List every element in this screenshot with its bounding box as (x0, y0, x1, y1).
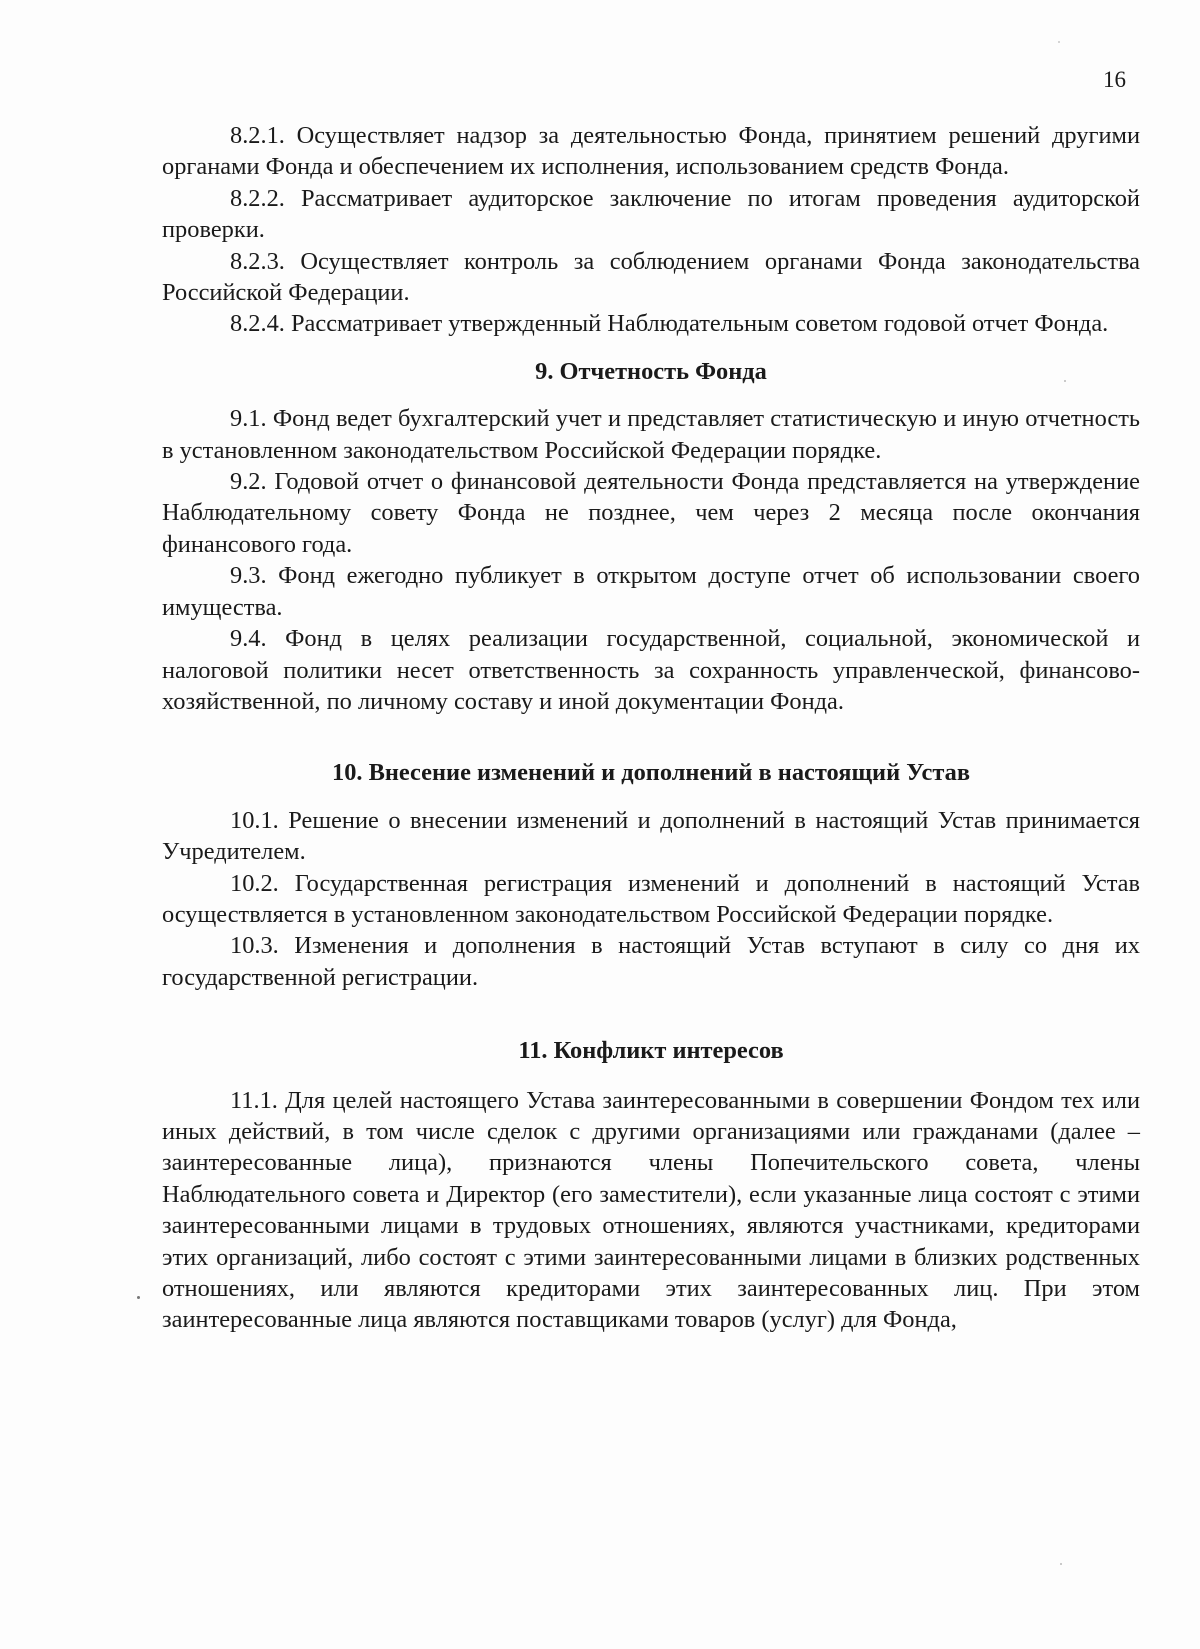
paragraph-8-2-2: 8.2.2. Рассматривает аудиторское заключение по итогам проведения аудиторской проверки. (162, 184, 1140, 244)
paragraph-8-2-3: 8.2.3. Осуществляет контроль за соблюдением органами Фонда законодательства Российской Федерации. (162, 247, 1140, 307)
paragraph-8-2-4: 8.2.4. Рассматривает утвержденный Наблюдательным советом годовой отчет Фонда. (230, 310, 1109, 338)
paragraph-10-2: 10.2. Государственная регистрация изменений и дополнений в настоящий Устав осуществляется в установленном законодательством Российской Федерации порядке. (162, 869, 1140, 928)
section-heading-11: 11. Конфликт интересов (518, 1037, 784, 1065)
scan-speck (1064, 380, 1066, 382)
scan-speck (137, 1296, 140, 1299)
paragraph-10-1: 10.1. Решение о внесении изменений и дополнений в настоящий Устав принимается Учредителем. (162, 806, 1140, 866)
document-body (162, 120, 1140, 1336)
scan-speck (1060, 1563, 1062, 1565)
paragraph-9-2: 9.2. Годовой отчет о финансовой деятельности Фонда представляется на утверждение Наблюдательному совету Фонда не позднее, чем через 2 месяца после окончания финансового года. (162, 468, 1140, 558)
scan-speck (1058, 41, 1060, 43)
page-number: 16 (1103, 67, 1126, 92)
paragraph-11-1: 11.1. Для целей настоящего Устава заинтересованными в совершении Фондом тех или иных действий, в том числе сделок с другими организациями или гражданами (далее – заинтересованные лица), признаются члены Попечительского совета, члены Наблюдательного совета и Директор (его заместители), если указанные лица состоят с этими заинтересованными лицами в трудовых отношениях, являются участниками, кредиторами этих организаций, либо состоят с этими заинтересованными лицами в близких родственных отношениях, или являются кредиторами этих заинтересованных лиц. При этом заинтересованные лица являются поставщиками товаров (услуг) для Фонда, (162, 1086, 1140, 1334)
paragraph-9-4: 9.4. Фонд в целях реализации государственной, социальной, экономической и налоговой политики несет ответственность за сохранность управленческой, финансово-хозяйственной, по личному составу и иной документации Фонда. (162, 625, 1140, 715)
section-heading-9: 9. Отчетность Фонда (535, 357, 767, 385)
paragraph-9-1: 9.1. Фонд ведет бухгалтерский учет и представляет статистическую и иную отчетность в установленном законодательством Российской Федерации порядке. (162, 405, 1140, 464)
paragraph-9-3: 9.3. Фонд ежегодно публикует в открытом доступе отчет об использовании своего имущества. (162, 562, 1140, 621)
section-heading-10: 10. Внесение изменений и дополнений в настоящий Устав (332, 759, 970, 787)
paragraph-10-3: 10.3. Изменения и дополнения в настоящий Устав вступают в силу со дня их государственной регистрации. (162, 932, 1140, 991)
paragraph-8-2-1: 8.2.1. Осуществляет надзор за деятельностью Фонда, принятием решений другими органами Фонда и обеспечением их исполнения, использованием средств Фонда. (162, 122, 1140, 181)
